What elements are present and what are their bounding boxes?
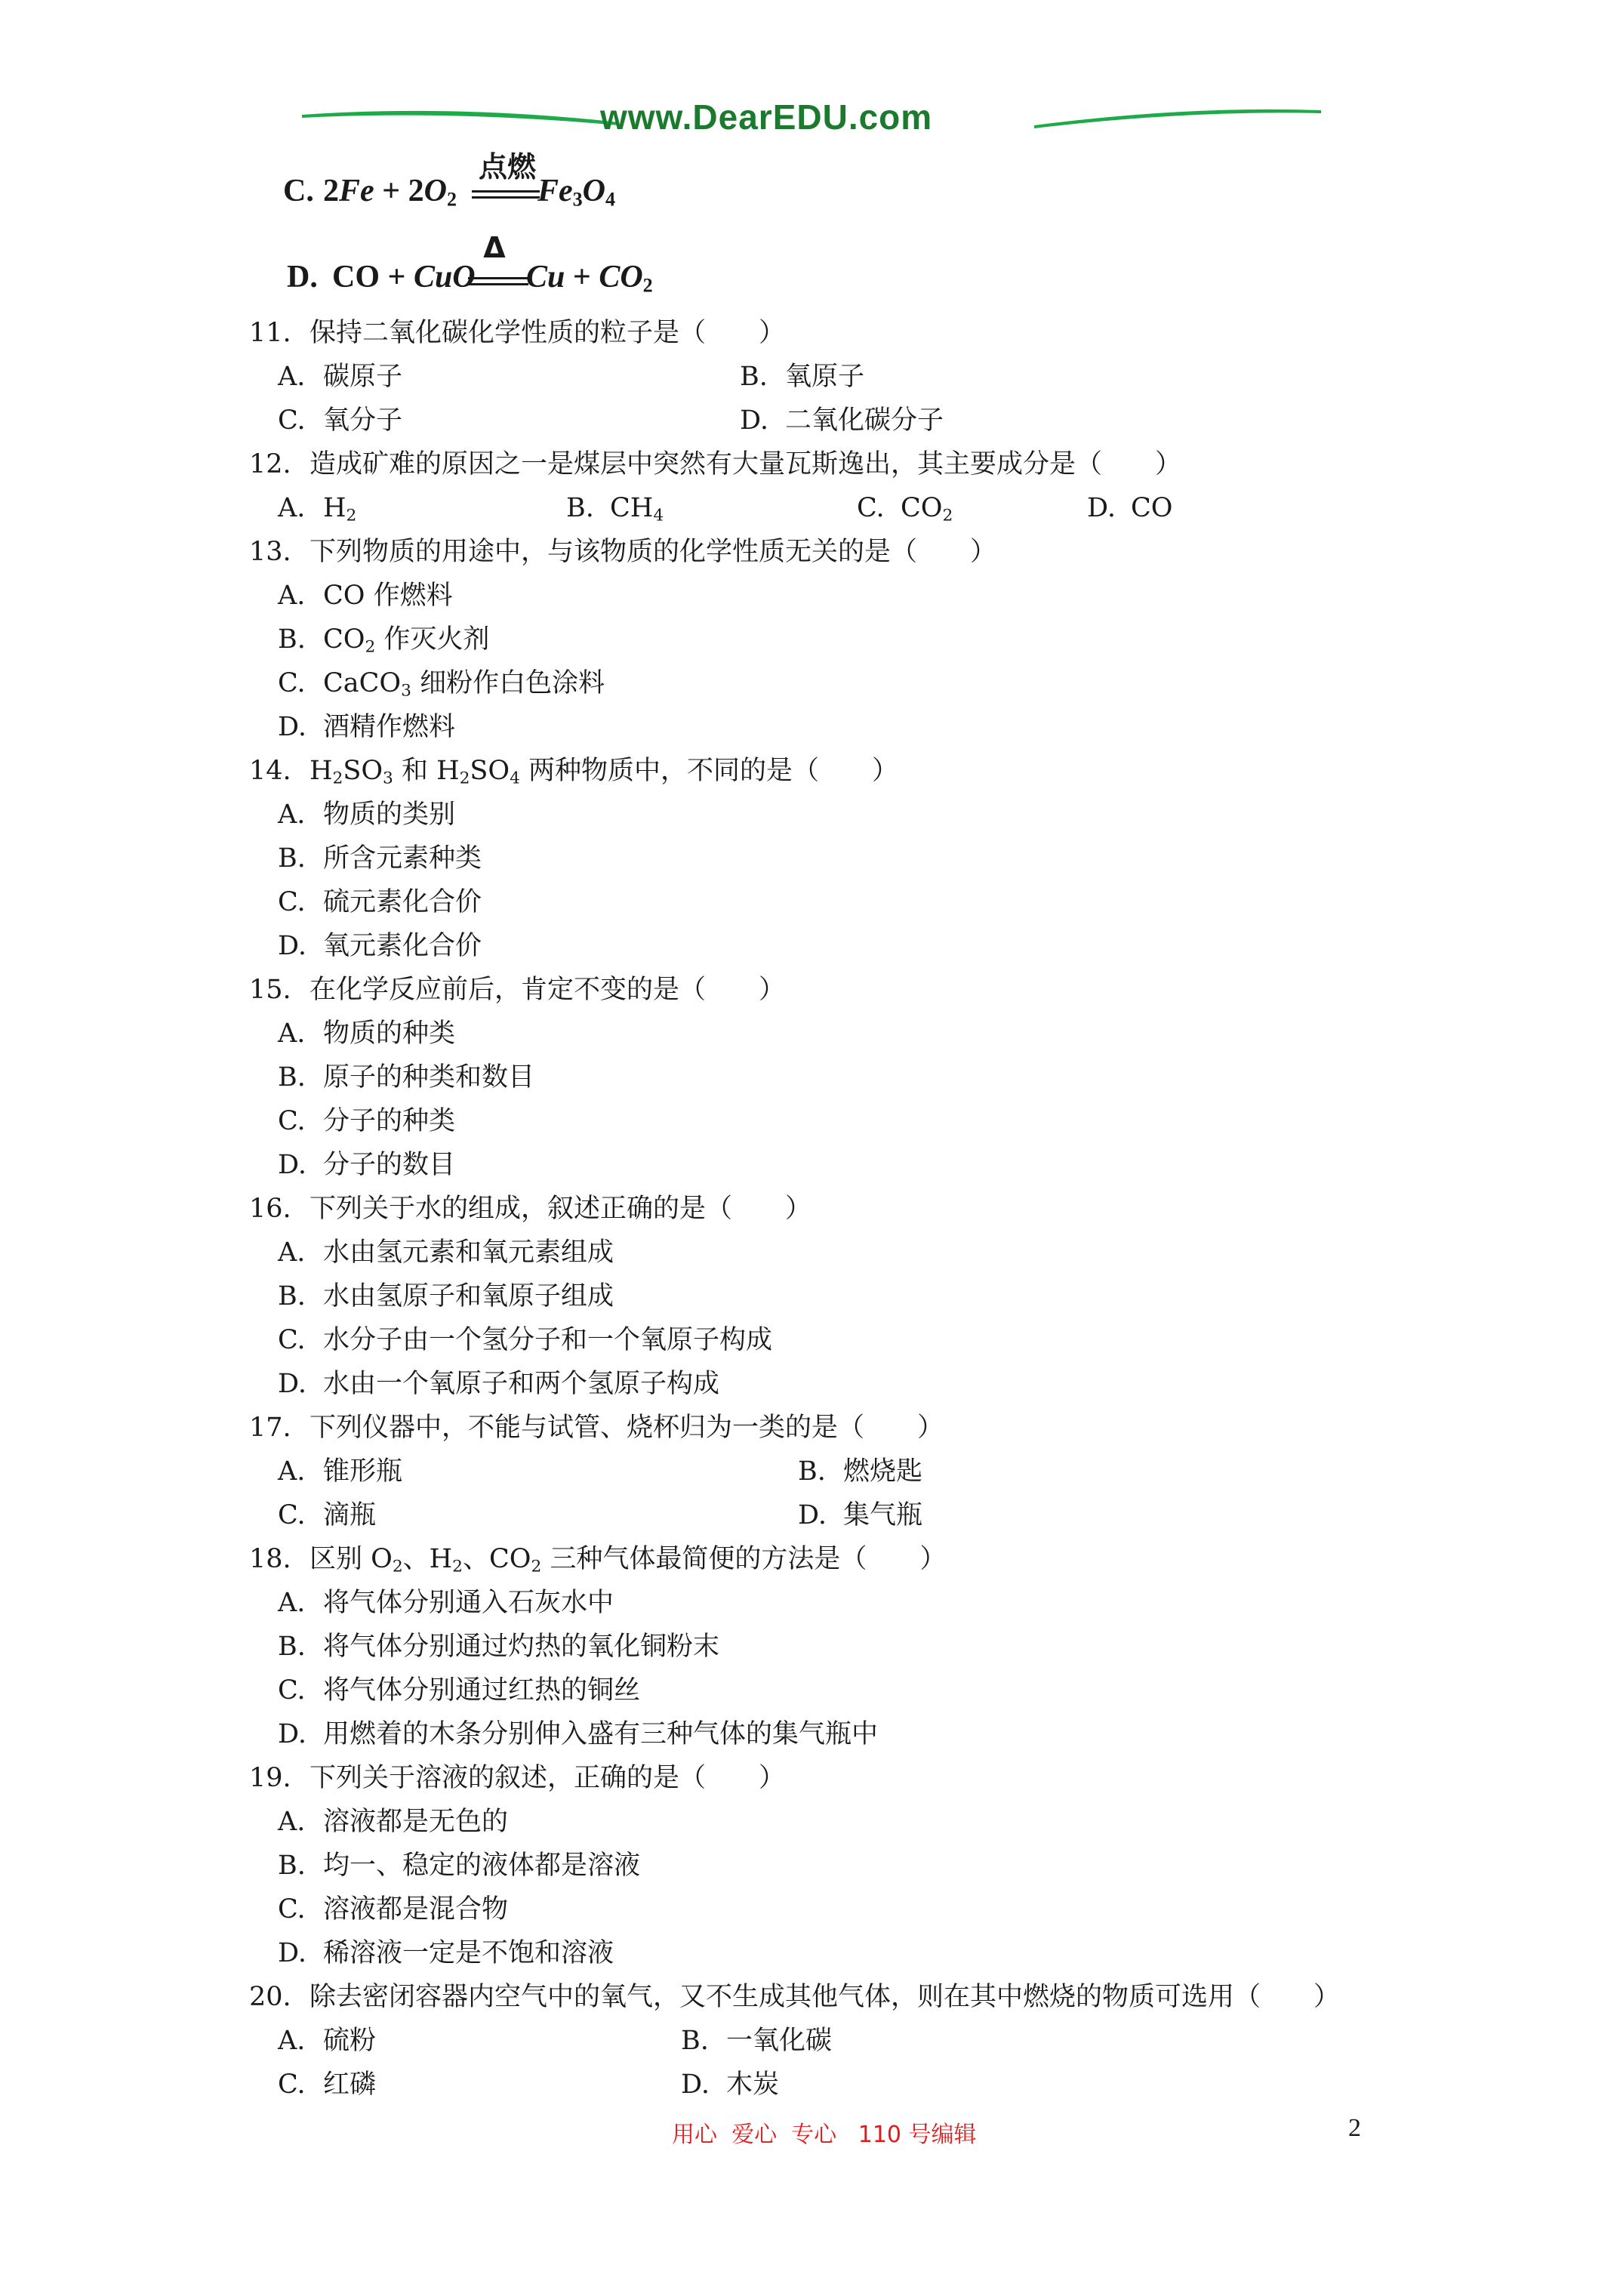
option-letter: B. bbox=[278, 1632, 306, 1662]
option-text[interactable]: 用燃着的木条分别伸入盛有三种气体的集气瓶中 bbox=[323, 1719, 879, 1749]
option-text[interactable]: 碳原子 bbox=[323, 362, 403, 392]
option-letter: A. bbox=[278, 1456, 306, 1487]
page-number: 2 bbox=[1348, 2114, 1361, 2142]
question-stem: 下列物质的用途中，与该物质的化学性质无关的是（ ） bbox=[310, 537, 997, 567]
equals-bar bbox=[472, 190, 540, 193]
option-letter: D. bbox=[278, 931, 306, 961]
option-text[interactable]: 硫粉 bbox=[323, 2026, 377, 2056]
option-text[interactable]: 将气体分别通过红热的铜丝 bbox=[323, 1675, 641, 1706]
question-stem: 下列关于水的组成，叙述正确的是（ ） bbox=[310, 1194, 812, 1224]
option-letter: C. bbox=[278, 887, 306, 917]
option-letter: B. bbox=[278, 843, 306, 874]
option-letter: B. bbox=[740, 362, 768, 392]
option-text[interactable]: 所含元素种类 bbox=[323, 843, 482, 874]
option-letter: C. bbox=[278, 1325, 306, 1355]
formula-d-label: D. bbox=[287, 260, 318, 294]
question-stem: 造成矿难的原因之一是煤层中突然有大量瓦斯逸出，其主要成分是（ ） bbox=[310, 449, 1182, 479]
formula-d-condition: Δ bbox=[483, 231, 506, 264]
option-letter: A. bbox=[278, 1019, 306, 1049]
option-text[interactable]: 一氧化碳 bbox=[726, 2026, 833, 2056]
footer-text: 用心 爱心 专心 110 号编辑 bbox=[672, 2122, 977, 2148]
option-letter: B. bbox=[278, 1062, 306, 1093]
option-text[interactable]: 锥形瓶 bbox=[323, 1456, 403, 1487]
question-stem: 在化学反应前后，肯定不变的是（ ） bbox=[310, 975, 786, 1005]
formula-c-lhs: $2Fe + 2O_2$ bbox=[323, 174, 457, 211]
option-text[interactable]: 酒精作燃料 bbox=[323, 712, 456, 742]
question-number: 19. bbox=[249, 1763, 291, 1793]
option-letter: D. bbox=[278, 1938, 306, 1968]
option-text[interactable]: 分子的数目 bbox=[323, 1150, 456, 1180]
question-stem: 保持二氧化碳化学性质的粒子是（ ） bbox=[310, 318, 786, 348]
option-text[interactable]: 均一、稳定的液体都是溶液 bbox=[323, 1851, 641, 1881]
option-letter: B. bbox=[798, 1456, 826, 1487]
question-number: 16. bbox=[249, 1194, 291, 1224]
formula-d-lhs: CO + CuO bbox=[332, 260, 476, 294]
option-letter: C. bbox=[278, 405, 306, 436]
option-letter: A. bbox=[278, 800, 306, 830]
option-letter: D. bbox=[798, 1500, 827, 1530]
site-logo[interactable]: www.DearEDU.com bbox=[600, 97, 933, 137]
option-text[interactable]: 红磷 bbox=[323, 2069, 377, 2100]
option-text[interactable]: 水分子由一个氢分子和一个氧原子构成 bbox=[323, 1325, 773, 1355]
option-letter: B. bbox=[566, 493, 594, 523]
option-letter: A. bbox=[278, 581, 306, 611]
option-letter: A. bbox=[278, 2026, 306, 2056]
option-text[interactable]: CO 作燃料 bbox=[323, 581, 453, 611]
option-letter: C. bbox=[278, 1675, 306, 1706]
equals-bar bbox=[472, 196, 540, 199]
question-number: 20. bbox=[249, 1982, 291, 2012]
question-number: 15. bbox=[249, 975, 291, 1005]
option-letter: C. bbox=[278, 1106, 306, 1136]
formula-c-label: C. bbox=[283, 174, 314, 208]
option-letter: A. bbox=[278, 493, 306, 523]
question-number: 18. bbox=[249, 1544, 291, 1574]
option-text[interactable]: $CO_2$ bbox=[901, 493, 953, 525]
option-text[interactable]: CaCO$_3$ 细粉作白色涂料 bbox=[323, 668, 605, 701]
option-text[interactable]: 水由一个氧原子和两个氢原子构成 bbox=[323, 1369, 720, 1399]
question-stem: $H_2SO_3$ 和 $H_2SO_4$ 两种物质中，不同的是（ ） bbox=[310, 756, 899, 788]
option-text[interactable]: 硫元素化合价 bbox=[323, 887, 482, 917]
option-letter: C. bbox=[278, 1894, 306, 1925]
option-text[interactable]: 氧分子 bbox=[323, 405, 403, 436]
option-text[interactable]: 分子的种类 bbox=[323, 1106, 456, 1136]
option-text[interactable]: 滴瓶 bbox=[323, 1500, 377, 1530]
option-text[interactable]: 氧元素化合价 bbox=[323, 931, 482, 961]
option-text[interactable]: 物质的类别 bbox=[323, 800, 456, 830]
option-letter: A. bbox=[278, 1237, 306, 1268]
option-text[interactable]: CO bbox=[1131, 493, 1173, 523]
option-text[interactable]: $CO_2$ 作灭火剂 bbox=[323, 624, 490, 657]
option-letter: A. bbox=[278, 362, 306, 392]
question-stem: 下列关于溶液的叙述，正确的是（ ） bbox=[310, 1763, 786, 1793]
formula-c-rhs: $Fe_3O_4$ bbox=[537, 174, 616, 211]
option-text[interactable]: 原子的种类和数目 bbox=[323, 1062, 535, 1093]
option-text[interactable]: 物质的种类 bbox=[323, 1019, 456, 1049]
question-number: 14. bbox=[249, 756, 291, 786]
option-letter: B. bbox=[278, 624, 306, 655]
option-letter: C. bbox=[857, 493, 885, 523]
option-text[interactable]: 氧原子 bbox=[785, 362, 865, 392]
option-letter: D. bbox=[278, 712, 306, 742]
option-text[interactable]: $CH_4$ bbox=[610, 493, 664, 525]
option-letter: C. bbox=[278, 668, 306, 698]
header-swoosh-right bbox=[1034, 98, 1336, 143]
option-text[interactable]: 燃烧匙 bbox=[843, 1456, 923, 1487]
question-stem: 除去密闭容器内空气中的氧气，又不生成其他气体，则在其中燃烧的物质可选用（ ） bbox=[310, 1982, 1341, 2012]
option-letter: A. bbox=[278, 1807, 306, 1837]
option-text[interactable]: 将气体分别通入石灰水中 bbox=[323, 1588, 614, 1618]
question-number: 13. bbox=[249, 537, 291, 567]
option-text[interactable]: 集气瓶 bbox=[843, 1500, 923, 1530]
option-text[interactable]: 水由氢元素和氧元素组成 bbox=[323, 1237, 614, 1268]
option-text[interactable]: 二氧化碳分子 bbox=[785, 405, 944, 436]
option-letter: D. bbox=[740, 405, 768, 436]
equals-bar bbox=[468, 283, 528, 285]
option-letter: B. bbox=[681, 2026, 709, 2056]
option-letter: B. bbox=[278, 1851, 306, 1881]
option-letter: B. bbox=[278, 1281, 306, 1311]
option-text[interactable]: 溶液都是混合物 bbox=[323, 1894, 509, 1925]
option-text[interactable]: 稀溶液一定是不饱和溶液 bbox=[323, 1938, 614, 1968]
option-letter: D. bbox=[278, 1369, 306, 1399]
option-letter: D. bbox=[278, 1150, 306, 1180]
option-text[interactable]: 将气体分别通过灼热的氧化铜粉末 bbox=[323, 1632, 720, 1662]
question-number: 12. bbox=[249, 449, 291, 479]
option-text[interactable]: 木炭 bbox=[726, 2069, 780, 2100]
question-number: 11. bbox=[249, 318, 291, 348]
option-text[interactable]: 水由氢原子和氧原子组成 bbox=[323, 1281, 614, 1311]
equals-bar bbox=[468, 277, 528, 279]
option-letter: C. bbox=[278, 2069, 306, 2100]
option-text[interactable]: $H_2$ bbox=[323, 493, 357, 525]
option-letter: D. bbox=[1087, 493, 1116, 523]
question-stem: 区别 $O_2$、$H_2$、$CO_2$ 三种气体最简便的方法是（ ） bbox=[310, 1544, 947, 1576]
option-letter: A. bbox=[278, 1588, 306, 1618]
question-stem: 下列仪器中，不能与试管、烧杯归为一类的是（ ） bbox=[310, 1413, 944, 1443]
question-number: 17. bbox=[249, 1413, 291, 1443]
option-letter: D. bbox=[278, 1719, 306, 1749]
option-text[interactable]: 溶液都是无色的 bbox=[323, 1807, 509, 1837]
formula-d-rhs: $Cu + CO_2$ bbox=[526, 260, 653, 297]
formula-c-condition: 点燃 bbox=[478, 150, 536, 183]
option-letter: D. bbox=[681, 2069, 710, 2100]
option-letter: C. bbox=[278, 1500, 306, 1530]
